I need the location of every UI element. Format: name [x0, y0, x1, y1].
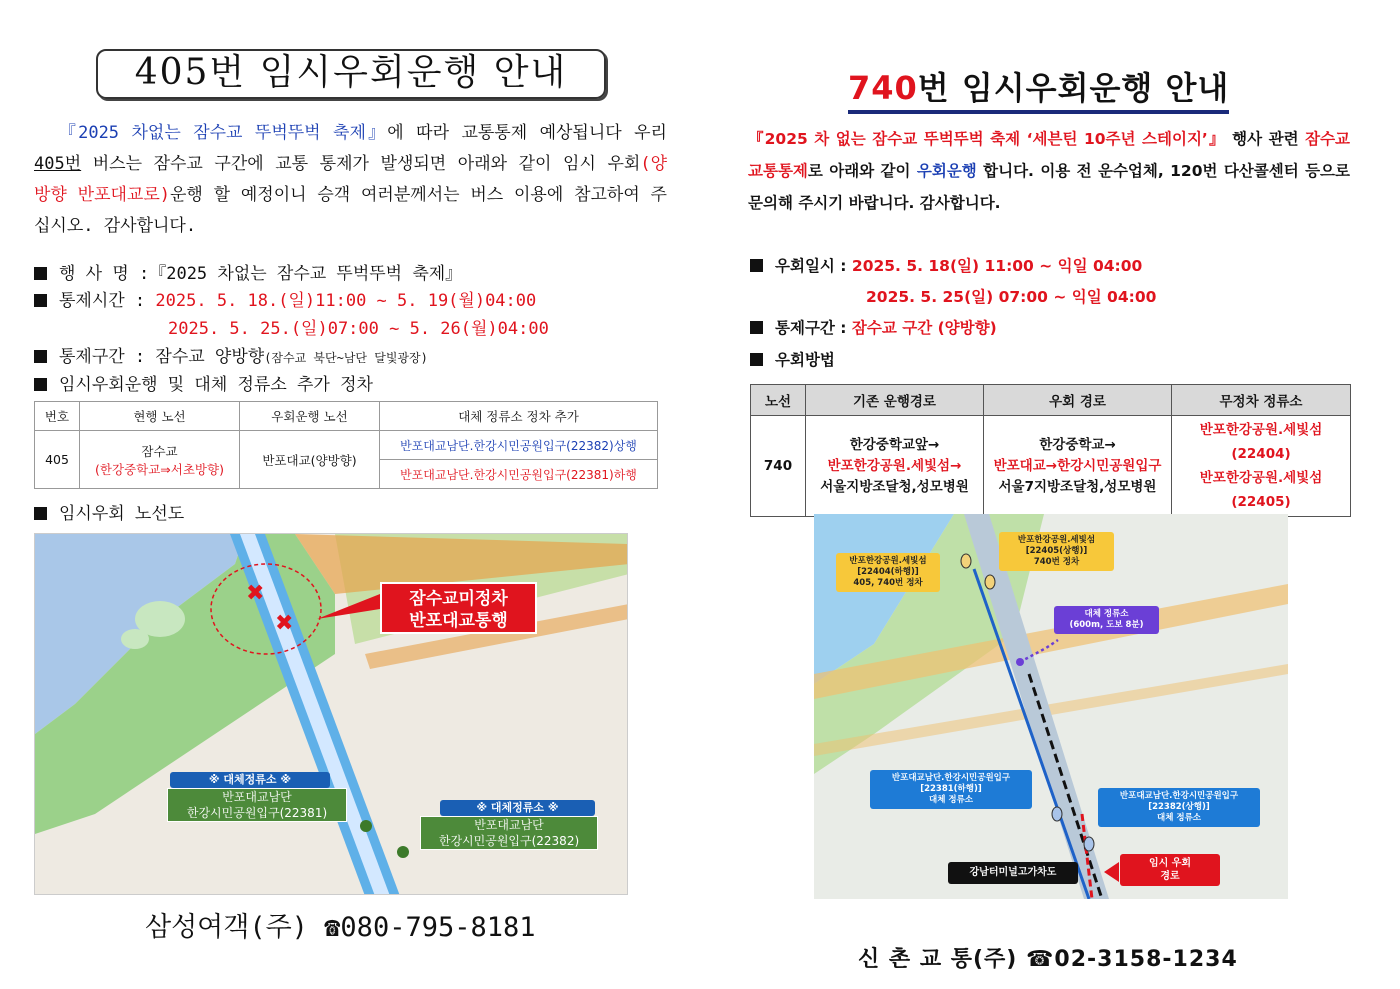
cell-old: [806, 416, 984, 517]
cell-stop-1: 반포대교남단.한강시민공원입구(22382)상행: [380, 431, 658, 460]
cell-new: [984, 416, 1172, 517]
method-label: 우회방법: [775, 351, 835, 369]
callout-line: (600m, 도보 8분): [1069, 620, 1144, 630]
page-title-405: 405번 임시우회운행 안내: [96, 49, 606, 99]
stop-a-line: 한강시민공원입구(22381): [186, 806, 328, 820]
time-2: 2025. 5. 25.(일)07:00 ~ 5. 26(월)04:00: [168, 319, 549, 339]
date-2: 2025. 5. 25(일) 07:00 ~ 익일 04:00: [866, 288, 1157, 306]
skip-line: 반포한강공원.세빛섬(22405): [1199, 470, 1323, 510]
intro-seg: 에 따라 교통통제 예상됩니다 우리: [387, 123, 667, 143]
section-sub: (잠수교 북단~남단 달빛광장): [264, 351, 428, 365]
intro-seg: 『2025 차 없는 잠수교 뚜벅뚜벅 축제 ‘세븐틴 10주년 스테이지’』: [748, 130, 1226, 148]
svg-text:✖: ✖: [275, 611, 294, 636]
section-row: [34, 342, 428, 367]
callout-seb-22404: [836, 553, 940, 592]
cell-detour: 반포대교(양방향): [240, 431, 380, 489]
callout-line: 740번 정차: [1033, 557, 1080, 567]
th-no: 번호: [35, 402, 80, 431]
intro-seg: 『2025 차없는 잠수교 뚜벅뚜벅 축제』: [58, 123, 388, 143]
intro-seg: 버스는 잠수교 구간에 교통 통제가 발생되면 아래와 같이 임시 우회: [81, 154, 641, 174]
detour-heading: 임시우회운행 및 대체 정류소 추가 정차: [59, 375, 373, 395]
callout-line: [22405(상행)]: [1025, 546, 1088, 556]
bullet-square: [750, 321, 763, 334]
th-new: 우회 경로: [984, 385, 1172, 416]
new-line: 반포대교→한강시민공원입구: [993, 457, 1162, 474]
bullet-square: [34, 507, 47, 520]
th-old: 기존 운행경로: [806, 385, 984, 416]
old-line: 서울지방조달청,성모병원: [820, 478, 969, 495]
route-map-405: [34, 533, 628, 895]
stop-a-line: 반포대교남단: [222, 790, 292, 804]
route-map-740: [814, 514, 1288, 899]
cell-route: 740: [751, 416, 806, 517]
callout-line: 대체 정류소: [1084, 609, 1129, 619]
cell-skip: [1172, 416, 1351, 517]
detour-table-405: [34, 401, 658, 489]
date-label: 우회일시 :: [775, 257, 847, 275]
new-line: 한강중학교→: [1039, 436, 1116, 453]
callout-line: 대체 정류소: [1156, 813, 1201, 823]
event-label: 행 사 명 :: [59, 264, 150, 284]
section-main: 잠수교 양방향: [155, 347, 265, 367]
intro-seg: (양방향 반포대교로): [34, 154, 667, 205]
event-name: 『2025 차없는 잠수교 뚜벅뚜벅 축제』: [149, 264, 463, 284]
stop-a-tag: ※ 대체정류소 ※: [170, 772, 330, 788]
callout-line: 반포한강공원.세빛섬: [849, 556, 927, 566]
bullet-square: [34, 378, 47, 391]
bullet-square: [34, 294, 47, 307]
bullet-square: [750, 353, 763, 366]
old-line: 한강중학교앞→: [849, 436, 940, 453]
stop-b-line: 한강시민공원입구(22382): [438, 834, 580, 848]
date-1: 2025. 5. 18(일) 11:00 ~ 익일 04:00: [851, 257, 1143, 275]
bullet-square: [34, 350, 47, 363]
detour-heading-row: [34, 370, 373, 395]
bullet-square: [750, 259, 763, 272]
callout-line: [22381(하행)]: [920, 784, 982, 794]
method-row: [750, 348, 835, 370]
callout-line: 반포대교남단.한강시민공원입구: [1119, 791, 1239, 801]
svg-text:✖: ✖: [246, 581, 265, 606]
map-heading: 임시우회 노선도: [59, 504, 185, 524]
time-row: [34, 286, 536, 311]
stop-a-label: [167, 788, 347, 822]
callout-line: [22404(하행)]: [857, 567, 919, 577]
cell-stop-2: 반포대교남단.한강시민공원입구(22381)하행: [380, 460, 658, 489]
skip-line: 반포한강공원.세빛섬(22404): [1199, 422, 1323, 462]
cell-current: [80, 431, 240, 489]
old-line: 반포한강공원.세빛섬→: [827, 457, 962, 474]
callout-detour-route: [1120, 854, 1220, 886]
callout-line: 경로: [1160, 871, 1180, 882]
banner-line: 반포대교통행: [409, 611, 508, 631]
callout-alt-stop: [1054, 606, 1159, 634]
time-1: 2025. 5. 18.(일)11:00 ~ 5. 19(월)04:00: [155, 291, 537, 311]
th-detour: 우회운행 노선: [240, 402, 380, 431]
th-skip: 무정차 정류소: [1172, 385, 1351, 416]
date-row: [750, 254, 1142, 276]
callout-stop-22382: [1098, 788, 1260, 827]
th-route: 노선: [751, 385, 806, 416]
intro-seg: 합니다. 이용 전 운수업체, 120번 다산콜센터 등으로 문의해 주시기 바랍니다. 감사합니다.: [748, 162, 1350, 212]
intro-seg: 우회운행: [916, 162, 977, 180]
intro-740: [748, 123, 1350, 219]
bullet-square: [34, 267, 47, 280]
callout-line: 임시 우회: [1148, 858, 1192, 869]
intro-seg: 운행 할 예정이니 승객 여러분께서는 버스 이용에 참고하여 주십시오. 감사합니다.: [34, 185, 667, 236]
section-label-740: 통제구간 :: [775, 319, 847, 337]
event-row: [34, 259, 462, 284]
section-label: 통제구간 :: [59, 347, 146, 367]
callout-line: 반포대교남단.한강시민공원입구: [891, 773, 1011, 783]
intro-seg: 잠수교 교통통제: [748, 130, 1351, 180]
map-heading-row: [34, 499, 184, 524]
footer-phone: ☎02-3158-1234: [1026, 947, 1238, 972]
current-route: 잠수교: [141, 443, 178, 459]
intro-seg: 행사 관련: [1232, 130, 1306, 148]
title-text: 번 임시우회운행 안내: [917, 69, 1230, 107]
stop-b-label: [420, 816, 598, 850]
callout-line: 405, 740번 정차: [853, 578, 923, 588]
stop-b-tag: ※ 대체정류소 ※: [440, 800, 595, 816]
current-route-sub: (한강중학교⇒서초방향): [95, 461, 224, 477]
callout-stop-22381: [870, 770, 1032, 809]
th-current: 현행 노선: [80, 402, 240, 431]
callout-line: [22382(상행)]: [1148, 802, 1210, 812]
no-stop-banner: [380, 582, 537, 634]
stop-b-line: 반포대교남단: [474, 818, 544, 832]
intro-405: [34, 118, 667, 242]
section-row-740: [750, 316, 997, 338]
cell-no: 405: [35, 431, 80, 489]
callout-line: 대체 정류소: [928, 795, 973, 805]
callout-line: 반포한강공원.세빛섬: [1017, 535, 1096, 545]
th-stops: 대체 정류소 정차 추가: [380, 402, 658, 431]
banner-line: 잠수교미정차: [409, 589, 508, 609]
operator-footer-405: 삼성여객(주) ☎080-795-8181: [145, 912, 536, 943]
intro-seg: 로 아래와 같이: [807, 162, 917, 180]
section-value-740: 잠수교 구간 (양방향): [851, 319, 997, 337]
operator-footer-740: [858, 942, 1238, 973]
page-title-740: [848, 63, 1229, 114]
new-line: 서울7지방조달청,성모병원: [998, 478, 1157, 495]
time-label: 통제시간 :: [59, 291, 146, 311]
footer-company: 신 촌 교 통(주): [858, 947, 1018, 972]
detour-table-740: [750, 384, 1351, 517]
intro-seg: 405번: [34, 154, 82, 174]
callout-overpass: 강남터미널고가차도: [948, 862, 1078, 884]
callout-seb-22405: [999, 532, 1114, 571]
title-route-number: 740: [848, 69, 918, 107]
